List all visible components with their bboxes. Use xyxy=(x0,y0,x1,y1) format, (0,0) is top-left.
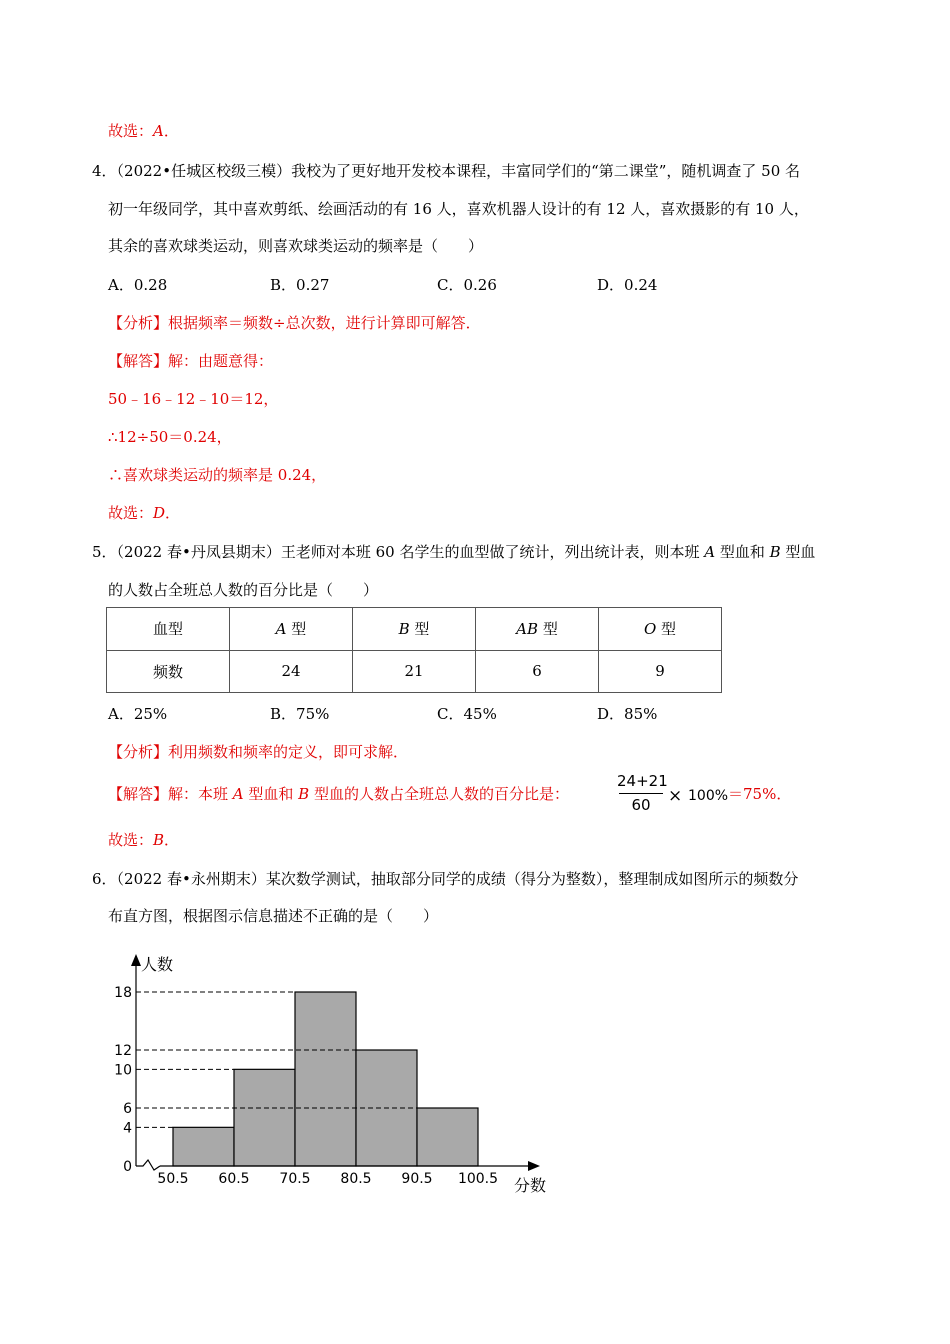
table-header-cell xyxy=(476,608,599,651)
x-tick-label: 90.5 xyxy=(401,1171,433,1187)
q4-solution-head: 【解答】解：由题意得： xyxy=(108,352,274,370)
answer-suffix: ． xyxy=(163,122,179,140)
y-tick-label: 4 xyxy=(123,1120,132,1137)
q4-line2: 初一年级同学，其中喜欢剪纸、绘画活动的有 16 人，喜欢机器人设计的有 12 人，喜欢摄影的有 10 人， xyxy=(108,200,809,218)
q5-line1 xyxy=(92,542,815,562)
q5-line1-text: 型血 xyxy=(780,543,816,561)
type-letter: B xyxy=(398,620,410,639)
y-tick-label: 18 xyxy=(114,985,132,1001)
q5-result: ＝75%． xyxy=(728,785,792,803)
histogram-bar xyxy=(295,992,356,1166)
table-header-cell xyxy=(353,608,476,651)
q5-solution-text: 型血的人数占全班总人数的百分比是： xyxy=(309,785,569,803)
table-row xyxy=(107,608,722,651)
answer-suffix: ． xyxy=(165,504,181,522)
type-suffix: 型 xyxy=(414,620,430,639)
x-tick-label: 80.5 xyxy=(340,1171,372,1187)
answer-choice: B xyxy=(153,831,165,849)
fraction-denominator: 60 xyxy=(631,796,651,814)
fraction xyxy=(617,772,675,818)
type-letter: O xyxy=(643,620,657,639)
histogram-bar xyxy=(417,1108,478,1166)
q4-analysis: 【分析】根据频率＝频数÷总次数，进行计算即可解答． xyxy=(108,314,481,332)
histogram-bar xyxy=(234,1069,295,1166)
fraction-numerator: 24+21 xyxy=(617,772,668,790)
q6-line2: 布直方图，根据图示信息描述不正确的是（ ） xyxy=(108,907,439,925)
answer-choice: A xyxy=(153,122,164,140)
table-header-cell xyxy=(599,608,722,651)
q5-line1-text: 5．（2022 春•丹凤县期末）王老师对本班 60 名学生的血型做了统计，列出统计表，则本班 xyxy=(92,543,705,561)
q5-option-a: A．25% xyxy=(108,705,168,723)
q5-analysis: 【分析】利用频数和频率的定义，即可求解． xyxy=(108,743,409,761)
q4-option-d: D．0.24 xyxy=(597,276,658,294)
times-sign: × xyxy=(668,786,683,806)
histogram-bar xyxy=(173,1127,234,1166)
percent-value: 100% xyxy=(688,788,729,804)
x-axis-arrow xyxy=(528,1161,540,1171)
answer-prefix: 故选： xyxy=(108,122,154,140)
q4-line3: 其余的喜欢球类运动，则喜欢球类运动的频率是（ ） xyxy=(108,237,484,255)
type-suffix: 型 xyxy=(291,620,307,639)
type-letter: A xyxy=(275,620,287,639)
blood-type-b: B xyxy=(769,543,781,561)
blood-type-a: A xyxy=(232,785,244,803)
answer-suffix: ． xyxy=(164,831,180,849)
q6-line1: 6．（2022 春•永州期末）某次数学测试，抽取部分同学的成绩（得分为整数），整理制成如图所示的频数分 xyxy=(92,870,799,888)
q5-line2: 的人数占全班总人数的百分比是（ ） xyxy=(108,581,379,599)
answer-prefix: 故选： xyxy=(108,504,154,522)
y-tick-label: 12 xyxy=(114,1043,132,1059)
q5-solution xyxy=(108,784,569,804)
y-axis-label: 人数 xyxy=(141,955,174,974)
answer-choice: D xyxy=(153,504,166,522)
q4-line1: 4．（2022•任城区校级三模）我校为了更好地开发校本课程，丰富同学们的“第二课堂”，随机调查了 50 名 xyxy=(92,162,801,180)
fraction-bar xyxy=(619,793,663,794)
x-axis-label: 分数 xyxy=(514,1176,547,1195)
blood-type-table xyxy=(106,607,722,693)
table-cell: 24 xyxy=(230,650,353,693)
y-axis-arrow xyxy=(131,954,141,966)
type-suffix: 型 xyxy=(661,620,677,639)
y-tick-label: 6 xyxy=(123,1101,132,1117)
q4-step1: 50﹣16﹣12﹣10＝12， xyxy=(108,390,279,408)
x-tick-label: 60.5 xyxy=(218,1171,250,1187)
q5-line1-text: 型血和 xyxy=(715,543,770,561)
q3-answer xyxy=(108,121,179,141)
q4-answer xyxy=(108,503,180,523)
table-cell: 21 xyxy=(353,650,476,693)
q5-solution-text: 【解答】解：本班 xyxy=(108,785,233,803)
q5-option-c: C．45% xyxy=(437,705,497,723)
table-cell: 频数 xyxy=(107,650,230,693)
x-tick-label: 100.5 xyxy=(457,1171,499,1187)
blood-type-b: B xyxy=(298,785,310,803)
axis-break-icon xyxy=(136,1160,160,1170)
type-letter: AB xyxy=(516,620,539,639)
q5-solution-text: 型血和 xyxy=(243,785,299,803)
y-tick-label: 10 xyxy=(114,1062,132,1079)
table-header-cell xyxy=(230,608,353,651)
q4-option-a: A．0.28 xyxy=(108,276,168,294)
table-header-cell: 血型 xyxy=(107,608,230,651)
q5-option-d: D．85% xyxy=(597,705,658,723)
q5-option-b: B．75% xyxy=(270,705,330,723)
q4-option-c: C．0.26 xyxy=(437,276,497,294)
blood-type-a: A xyxy=(704,543,716,561)
table-row xyxy=(107,650,722,693)
y-tick-label: 0 xyxy=(123,1159,132,1175)
q5-answer xyxy=(108,830,179,850)
x-tick-label: 70.5 xyxy=(279,1171,311,1187)
q4-option-b: B．0.27 xyxy=(270,276,330,294)
table-cell: 9 xyxy=(599,650,722,693)
histogram-bar xyxy=(356,1050,417,1166)
answer-prefix: 故选： xyxy=(108,831,154,849)
type-suffix: 型 xyxy=(542,620,558,639)
x-tick-label: 50.5 xyxy=(157,1171,189,1187)
table-cell: 6 xyxy=(476,650,599,693)
q4-step2: ∴12÷50＝0.24， xyxy=(108,428,232,446)
q4-step3: ∴喜欢球类运动的频率是 0.24， xyxy=(108,466,327,484)
